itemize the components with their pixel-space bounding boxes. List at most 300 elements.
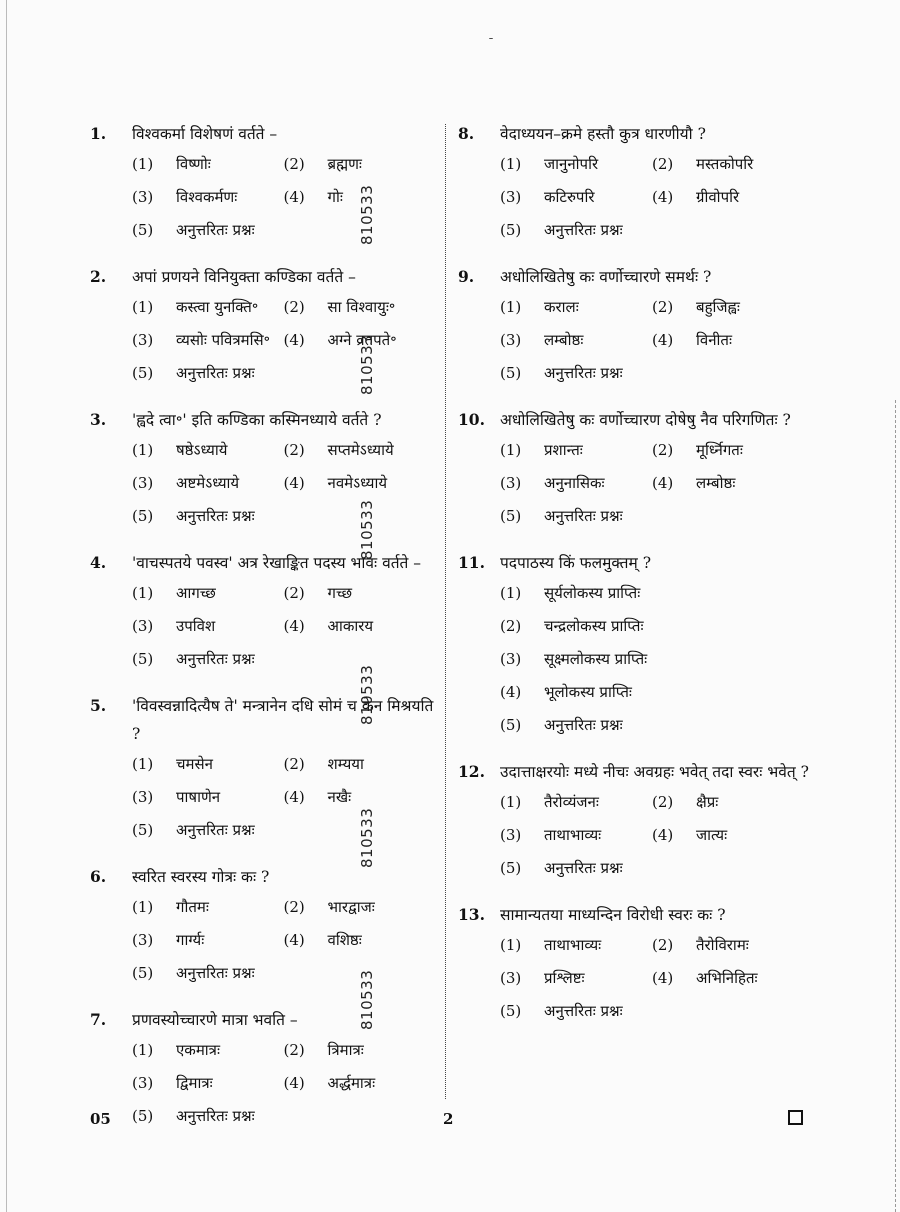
question-header — [458, 549, 810, 577]
answer-option — [652, 819, 804, 852]
option-row — [132, 434, 435, 467]
question-item — [90, 692, 435, 847]
question-number: 1. — [90, 124, 107, 143]
option-text: भारद्वाजः — [327, 898, 375, 916]
question-text: स्वरित स्वरस्य गोत्रः कः ? — [132, 868, 270, 886]
answer-option — [132, 357, 435, 390]
option-row — [500, 434, 810, 467]
option-text: प्रश्लिष्टः — [544, 969, 585, 987]
answer-option — [500, 324, 652, 357]
answer-option — [284, 467, 436, 500]
option-row — [132, 924, 435, 957]
option-text: अर्द्धमात्रः — [327, 1074, 376, 1092]
option-number: (4) — [652, 826, 674, 844]
answer-option — [500, 181, 652, 214]
question-header — [90, 692, 435, 748]
answer-option — [132, 610, 284, 643]
option-number: (2) — [652, 298, 674, 316]
option-text: कस्त्वा युनक्ति॰ — [176, 298, 259, 316]
option-row — [132, 891, 435, 924]
option-number: (2) — [283, 755, 305, 773]
option-row — [500, 500, 810, 533]
question-header — [90, 549, 435, 577]
option-text: प्रशान्तः — [544, 441, 583, 459]
option-text: तैरोव्यंजनः — [544, 793, 599, 811]
option-text: चमसेन — [176, 755, 213, 773]
option-text: उपविश — [176, 617, 216, 635]
question-item — [458, 120, 810, 247]
option-number: (4) — [652, 474, 674, 492]
option-number: (4) — [283, 617, 305, 635]
answer-option — [500, 610, 810, 643]
option-text: व्यसोः पवित्रमसि॰ — [176, 331, 271, 349]
scan-mark: ˉ — [488, 36, 494, 50]
option-row — [132, 357, 435, 390]
option-number: (3) — [500, 331, 522, 349]
option-text: तैरोविरामः — [696, 936, 749, 954]
answer-option — [500, 676, 810, 709]
option-text: अष्टमेऽध्याये — [176, 474, 240, 492]
option-text: नवमेऽध्याये — [327, 474, 388, 492]
option-number: (4) — [283, 474, 305, 492]
option-row — [132, 577, 435, 610]
option-number: (4) — [283, 931, 305, 949]
answer-option — [132, 324, 284, 357]
option-text: अनुत्तरितः प्रश्नः — [176, 650, 255, 668]
question-number: 9. — [458, 267, 475, 286]
option-number: (1) — [500, 793, 522, 811]
answer-option — [132, 891, 284, 924]
option-text: ब्रह्मणः — [327, 155, 362, 173]
answer-option — [284, 434, 436, 467]
option-number: (5) — [500, 221, 522, 239]
option-text: सा विश्वायुः॰ — [327, 298, 396, 316]
option-text: जात्यः — [696, 826, 728, 844]
option-text: अनुत्तरितः प्रश्नः — [544, 221, 623, 239]
option-number: (4) — [652, 188, 674, 206]
option-text: वशिष्ठः — [327, 931, 362, 949]
option-row — [500, 852, 810, 885]
option-number: (2) — [652, 155, 674, 173]
answer-option — [500, 434, 652, 467]
answer-option — [652, 962, 804, 995]
question-item — [90, 549, 435, 676]
option-text: सप्तमेऽध्याये — [327, 441, 394, 459]
option-text: षष्ठेऽध्याये — [176, 441, 228, 459]
option-row — [132, 148, 435, 181]
booklet-code: 05 — [90, 1110, 111, 1128]
question-header — [90, 1006, 435, 1034]
question-item — [90, 406, 435, 533]
option-row — [500, 467, 810, 500]
option-text: करालः — [544, 298, 579, 316]
option-number: (1) — [132, 584, 154, 602]
options-list — [90, 1034, 435, 1133]
option-number: (1) — [132, 755, 154, 773]
option-row — [500, 819, 810, 852]
option-row — [132, 1067, 435, 1100]
option-row — [500, 643, 810, 676]
option-row — [500, 995, 810, 1028]
option-number: (1) — [132, 298, 154, 316]
serial-stamp: 810533 — [358, 499, 376, 560]
answer-option — [132, 214, 435, 247]
option-text: चन्द्रलोकस्य प्राप्तिः — [544, 617, 644, 635]
option-number: (2) — [283, 1041, 305, 1059]
question-item — [90, 1006, 435, 1133]
answer-option — [500, 819, 652, 852]
serial-stamp: 810533 — [358, 184, 376, 245]
option-text: अनुत्तरितः प्रश्नः — [544, 716, 623, 734]
option-text: गच्छ — [327, 584, 352, 602]
answer-option — [652, 181, 804, 214]
question-number: 11. — [458, 553, 485, 572]
answer-option — [132, 1100, 435, 1133]
answer-option — [284, 291, 436, 324]
question-header — [458, 406, 810, 434]
option-text: नखैः — [327, 788, 352, 806]
answer-option — [284, 924, 436, 957]
option-number: (3) — [132, 788, 154, 806]
answer-option — [652, 148, 804, 181]
option-number: (4) — [283, 1074, 305, 1092]
option-row — [132, 291, 435, 324]
answer-option — [652, 291, 804, 324]
answer-option — [284, 1067, 436, 1100]
question-number: 12. — [458, 762, 485, 781]
option-number: (4) — [283, 188, 305, 206]
option-text: ताथाभाव्यः — [544, 826, 602, 844]
option-number: (2) — [283, 155, 305, 173]
option-text: अनुनासिकः — [544, 474, 605, 492]
answer-option — [132, 814, 435, 847]
answer-option — [500, 214, 810, 247]
options-list — [90, 748, 435, 847]
option-row — [500, 786, 810, 819]
answer-option — [132, 748, 284, 781]
question-text: पदपाठस्य किं फलमुक्तम् ? — [500, 554, 652, 572]
question-header — [458, 901, 810, 929]
question-number: 2. — [90, 267, 107, 286]
option-text: बहुजिह्वः — [696, 298, 740, 316]
option-number: (1) — [132, 898, 154, 916]
option-text: ताथाभाव्यः — [544, 936, 602, 954]
option-text: अभिनिहितः — [696, 969, 758, 987]
option-number: (5) — [132, 821, 154, 839]
answer-option — [284, 148, 436, 181]
option-number: (5) — [500, 859, 522, 877]
answer-option — [500, 577, 810, 610]
answer-option — [284, 577, 436, 610]
option-row — [500, 676, 810, 709]
option-row — [132, 957, 435, 990]
option-text: अनुत्तरितः प्रश्नः — [176, 1107, 255, 1125]
option-number: (2) — [283, 298, 305, 316]
question-text: अधोलिखितेषु कः वर्णोच्चारण दोषेषु नैव परिगणितः ? — [500, 411, 791, 429]
question-item — [458, 758, 810, 885]
option-number: (3) — [132, 931, 154, 949]
option-number: (5) — [132, 650, 154, 668]
question-item — [458, 901, 810, 1028]
option-number: (5) — [132, 221, 154, 239]
option-number: (2) — [652, 936, 674, 954]
option-text: गोः — [327, 188, 343, 206]
answer-option — [284, 610, 436, 643]
option-text: त्रिमात्रः — [327, 1041, 364, 1059]
option-text: आकारय — [327, 617, 374, 635]
option-number: (3) — [500, 969, 522, 987]
option-text: अग्ने व्रतपते॰ — [327, 331, 397, 349]
question-header — [458, 263, 810, 291]
question-header — [458, 758, 810, 786]
option-text: आगच्छ — [176, 584, 216, 602]
option-row — [500, 214, 810, 247]
question-text: 'ह्वदे त्वा॰' इति कण्डिका कस्मिनध्याये वर्तते ? — [132, 411, 382, 429]
option-number: (5) — [500, 1002, 522, 1020]
option-number: (3) — [500, 474, 522, 492]
answer-option — [132, 924, 284, 957]
option-row — [500, 181, 810, 214]
option-number: (2) — [652, 793, 674, 811]
answer-option — [132, 434, 284, 467]
question-item — [90, 863, 435, 990]
answer-option — [652, 929, 804, 962]
answer-option — [652, 786, 804, 819]
question-text: वेदाध्ययन–क्रमे हस्तौ कुत्र धारणीयौ ? — [500, 125, 706, 143]
option-row — [500, 577, 810, 610]
serial-stamp: 810533 — [358, 969, 376, 1030]
option-number: (1) — [132, 1041, 154, 1059]
question-text: 'विवस्वन्नादित्यैष ते' मन्त्रानेन दधि सोमं च केन मिश्रयति ? — [132, 697, 434, 743]
option-row — [500, 929, 810, 962]
option-text: भूलोकस्य प्राप्तिः — [544, 683, 632, 701]
answer-option — [500, 467, 652, 500]
option-text: अनुत्तरितः प्रश्नः — [176, 364, 255, 382]
option-number: (3) — [500, 826, 522, 844]
option-text: अनुत्तरितः प्रश्नः — [544, 507, 623, 525]
question-text: प्रणवस्योच्चारणे मात्रा भवति – — [132, 1011, 298, 1029]
option-text: अनुत्तरितः प्रश्नः — [176, 964, 255, 982]
option-number: (5) — [500, 507, 522, 525]
answer-option — [500, 995, 810, 1028]
option-number: (1) — [500, 298, 522, 316]
question-text: विश्वकर्मा विशेषणं वर्तते – — [132, 125, 278, 143]
answer-option — [132, 577, 284, 610]
left-column — [90, 120, 435, 1149]
question-text: 'वाचस्पतये पवस्व' अत्र रेखाङ्कित पदस्य भावः वर्तते – — [132, 554, 422, 572]
option-row — [500, 962, 810, 995]
option-number: (4) — [283, 331, 305, 349]
question-text: अधोलिखितेषु कः वर्णोच्चारणे समर्थः ? — [500, 268, 712, 286]
option-number: (3) — [132, 331, 154, 349]
question-number: 8. — [458, 124, 475, 143]
question-header — [458, 120, 810, 148]
option-text: मूर्ध्निगतः — [696, 441, 743, 459]
option-number: (1) — [500, 155, 522, 173]
answer-option — [652, 324, 804, 357]
option-text: अनुत्तरितः प्रश्नः — [544, 364, 623, 382]
question-number: 3. — [90, 410, 107, 429]
option-number: (1) — [132, 441, 154, 459]
answer-option — [284, 1034, 436, 1067]
option-text: अनुत्तरितः प्रश्नः — [176, 221, 255, 239]
answer-option — [500, 929, 652, 962]
answer-option — [652, 434, 804, 467]
option-number: (4) — [500, 683, 522, 701]
option-text: अनुत्तरितः प्रश्नः — [176, 507, 255, 525]
option-row — [500, 324, 810, 357]
option-row — [500, 357, 810, 390]
option-number: (5) — [132, 364, 154, 382]
serial-stamp: 810533 — [358, 807, 376, 868]
question-number: 6. — [90, 867, 107, 886]
option-row — [132, 643, 435, 676]
question-header — [90, 120, 435, 148]
option-number: (4) — [652, 331, 674, 349]
answer-option — [500, 709, 810, 742]
option-text: ग्रीवोपरि — [696, 188, 740, 206]
square-marker-icon — [788, 1110, 803, 1125]
answer-option — [132, 781, 284, 814]
option-text: गौतमः — [176, 898, 209, 916]
answer-option — [500, 852, 810, 885]
option-row — [132, 1100, 435, 1133]
question-text: सामान्यतया माध्यन्दिन विरोधी स्वरः कः ? — [500, 906, 726, 924]
option-text: सूक्ष्मलोकस्य प्राप्तिः — [544, 650, 648, 668]
option-row — [500, 610, 810, 643]
serial-stamp: 810533 — [358, 664, 376, 725]
answer-option — [132, 643, 435, 676]
options-list — [458, 577, 810, 742]
option-number: (1) — [500, 936, 522, 954]
options-list — [458, 929, 810, 1028]
option-number: (3) — [500, 650, 522, 668]
answer-option — [132, 291, 284, 324]
question-number: 5. — [90, 696, 107, 715]
answer-option — [132, 148, 284, 181]
option-text: लम्बोष्ठः — [696, 474, 736, 492]
option-row — [500, 148, 810, 181]
option-text: क्षैप्रः — [696, 793, 719, 811]
answer-option — [500, 291, 652, 324]
option-number: (2) — [652, 441, 674, 459]
answer-option — [132, 1034, 284, 1067]
option-number: (3) — [500, 188, 522, 206]
option-row — [132, 467, 435, 500]
option-row — [132, 748, 435, 781]
options-list — [90, 891, 435, 990]
option-text: विश्वकर्मणः — [176, 188, 238, 206]
answer-option — [500, 357, 810, 390]
options-list — [90, 434, 435, 533]
option-text: अनुत्तरितः प्रश्नः — [176, 821, 255, 839]
option-number: (3) — [132, 1074, 154, 1092]
option-row — [132, 1034, 435, 1067]
option-text: कटिरुपरि — [544, 188, 595, 206]
option-text: मस्तकोपरि — [696, 155, 754, 173]
answer-option — [132, 500, 435, 533]
option-text: सूर्यलोकस्य प्राप्तिः — [544, 584, 641, 602]
question-item — [90, 120, 435, 247]
option-row — [132, 814, 435, 847]
question-item — [458, 263, 810, 390]
option-number: (5) — [500, 716, 522, 734]
option-number: (5) — [132, 1107, 154, 1125]
question-item — [458, 549, 810, 742]
option-number: (2) — [283, 584, 305, 602]
answer-option — [500, 148, 652, 181]
option-row — [500, 709, 810, 742]
options-list — [458, 291, 810, 390]
page-edge-right — [895, 400, 896, 1212]
question-header — [90, 263, 435, 291]
option-number: (5) — [132, 964, 154, 982]
option-number: (1) — [500, 584, 522, 602]
option-number: (1) — [132, 155, 154, 173]
option-text: शम्यया — [327, 755, 364, 773]
option-number: (2) — [283, 441, 305, 459]
right-column — [458, 120, 810, 1044]
option-text: अनुत्तरितः प्रश्नः — [544, 1002, 623, 1020]
option-text: लम्बोष्ठः — [544, 331, 584, 349]
answer-option — [500, 962, 652, 995]
question-number: 10. — [458, 410, 485, 429]
answer-option — [500, 643, 810, 676]
question-header — [90, 863, 435, 891]
question-text: उदात्ताक्षरयोः मध्ये नीचः अवग्रहः भवेत् तदा स्वरः भवेत् ? — [500, 763, 809, 781]
options-list — [90, 577, 435, 676]
option-text: विष्णोः — [176, 155, 211, 173]
option-row — [132, 324, 435, 357]
option-number: (3) — [132, 474, 154, 492]
option-number: (1) — [500, 441, 522, 459]
option-number: (2) — [500, 617, 522, 635]
options-list — [458, 148, 810, 247]
option-number: (5) — [132, 507, 154, 525]
option-row — [500, 291, 810, 324]
option-row — [132, 500, 435, 533]
question-item — [458, 406, 810, 533]
option-text: गार्ग्यः — [176, 931, 205, 949]
option-number: (5) — [500, 364, 522, 382]
option-text: द्विमात्रः — [176, 1074, 213, 1092]
option-number: (3) — [132, 188, 154, 206]
option-number: (3) — [132, 617, 154, 635]
option-row — [132, 610, 435, 643]
option-text: अनुत्तरितः प्रश्नः — [544, 859, 623, 877]
answer-option — [284, 748, 436, 781]
question-item — [90, 263, 435, 390]
answer-option — [132, 1067, 284, 1100]
answer-option — [284, 891, 436, 924]
question-number: 7. — [90, 1010, 107, 1029]
options-list — [458, 434, 810, 533]
answer-option — [652, 467, 804, 500]
option-row — [132, 181, 435, 214]
column-divider — [445, 124, 446, 1099]
options-list — [90, 148, 435, 247]
question-text: अपां प्रणयने विनियुक्ता कण्डिका वर्तते – — [132, 268, 356, 286]
option-number: (4) — [652, 969, 674, 987]
question-header — [90, 406, 435, 434]
answer-option — [500, 786, 652, 819]
option-text: पाषाणेन — [176, 788, 221, 806]
answer-option — [132, 467, 284, 500]
page-number: 2 — [443, 1110, 454, 1128]
option-text: विनीतः — [696, 331, 733, 349]
question-number: 4. — [90, 553, 107, 572]
option-text: जानुनोपरि — [544, 155, 599, 173]
